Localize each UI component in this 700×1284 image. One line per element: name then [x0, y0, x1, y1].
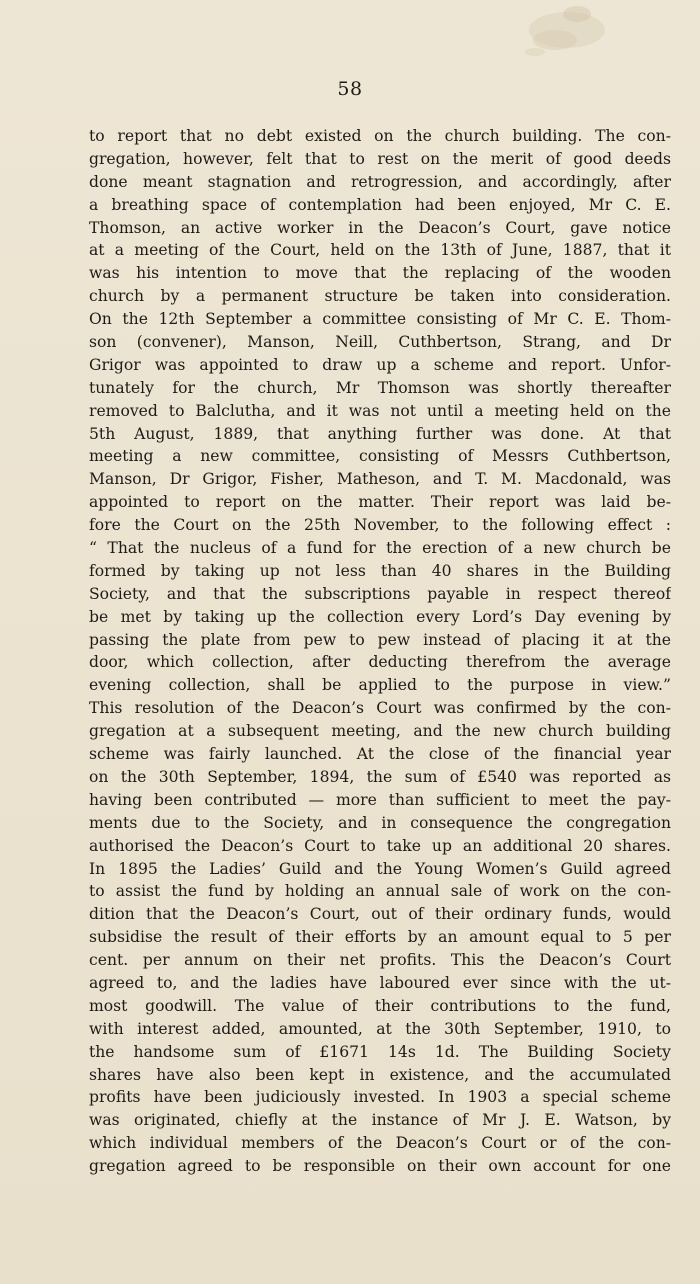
text-line: was originated, chiefly at the instance of Mr J. E. Watson, by — [89, 1111, 671, 1130]
text-line: authorised the Deacon’s Court to take up an additional 20 shares. — [89, 836, 671, 855]
text-line: meeting a new committee, consisting of Messrs Cuthbertson, — [89, 447, 671, 466]
text-line: most goodwill. The value of their contributions to the fund, — [89, 996, 671, 1015]
text-line: with interest added, amounted, at the 30th September, 1910, to — [89, 1019, 671, 1038]
text-line: the handsome sum of £1671 14s 1d. The Building Society — [89, 1042, 671, 1061]
text-line: cent. per annum on their net profits. This the Deacon’s Court — [89, 951, 671, 970]
text-line: shares have also been kept in existence, and the accumulated — [89, 1065, 671, 1084]
text-line: son (convener), Manson, Neill, Cuthbertson, Strang, and Dr — [89, 333, 671, 352]
text-line: passing the plate from pew to pew instead of placing it at the — [89, 630, 671, 649]
text-line: door, which collection, after deducting therefrom the average — [89, 653, 671, 672]
text-line: Thomson, an active worker in the Deacon’s Court, gave notice — [89, 218, 671, 237]
text-line: In 1895 the Ladies’ Guild and the Young Women’s Guild agreed — [89, 859, 671, 878]
paper-stain-mark — [505, 0, 615, 75]
text-line: Society, and that the subscriptions payable in respect thereof — [89, 584, 671, 603]
text-line: dition that the Deacon’s Court, out of their ordinary funds, would — [89, 905, 671, 924]
text-line: ments due to the Society, and in consequence the congregation — [89, 813, 671, 832]
text-line: appointed to report on the matter. Their report was laid be- — [89, 493, 671, 512]
text-line: removed to Balclutha, and it was not until a meeting held on the — [89, 401, 671, 420]
text-line: done meant stagnation and retrogression, and accordingly, after — [89, 172, 671, 191]
text-line: gregation at a subsequent meeting, and the new church building — [89, 722, 671, 741]
text-line: at a meeting of the Court, held on the 13th of June, 1887, that it — [89, 241, 671, 260]
text-line: formed by taking up not less than 40 shares in the Building — [89, 561, 671, 580]
text-line: gregation agreed to be responsible on their own account for one — [89, 1157, 671, 1176]
text-line: on the 30th September, 1894, the sum of £540 was reported as — [89, 767, 671, 786]
text-line: Grigor was appointed to draw up a scheme and report. Unfor- — [89, 355, 671, 374]
text-line: On the 12th September a committee consisting of Mr C. E. Thom- — [89, 310, 671, 329]
text-line: agreed to, and the ladies have laboured ever since with the ut- — [89, 973, 671, 992]
body-text — [89, 125, 671, 1178]
text-line: to report that no debt existed on the church building. The con- — [89, 127, 671, 145]
text-line: having been contributed — more than sufficient to meet the pay- — [89, 790, 671, 809]
text-line: Manson, Dr Grigor, Fisher, Matheson, and T. M. Macdonald, was — [89, 470, 671, 489]
text-line: subsidise the result of their efforts by an amount equal to 5 per — [89, 928, 671, 947]
text-line: be met by taking up the collection every Lord’s Day evening by — [89, 607, 671, 626]
text-line: 5th August, 1889, that anything further was done. At that — [89, 424, 671, 443]
text-line: was his intention to move that the replacing of the wooden — [89, 264, 671, 283]
text-line: tunately for the church, Mr Thomson was shortly thereafter — [89, 378, 671, 397]
text-line: profits have been judiciously invested. In 1903 a special scheme — [89, 1088, 671, 1107]
text-line: scheme was fairly launched. At the close of the financial year — [89, 745, 671, 764]
text-line: a breathing space of contemplation had been enjoyed, Mr C. E. — [89, 195, 671, 214]
text-line: This resolution of the Deacon’s Court was confirmed by the con- — [89, 699, 671, 718]
text-line: church by a permanent structure be taken into consideration. — [89, 287, 671, 306]
text-line: “ That the nucleus of a fund for the erection of a new church be — [89, 539, 671, 558]
page-number: 58 — [337, 78, 363, 100]
text-line: fore the Court on the 25th November, to the following effect : — [89, 516, 671, 535]
text-line: evening collection, shall be applied to the purpose in view.” — [89, 676, 671, 695]
text-line: to assist the fund by holding an annual sale of work on the con- — [89, 882, 671, 901]
text-line: gregation, however, felt that to rest on the merit of good deeds — [89, 149, 671, 168]
text-line: which individual members of the Deacon’s Court or of the con- — [89, 1134, 671, 1153]
